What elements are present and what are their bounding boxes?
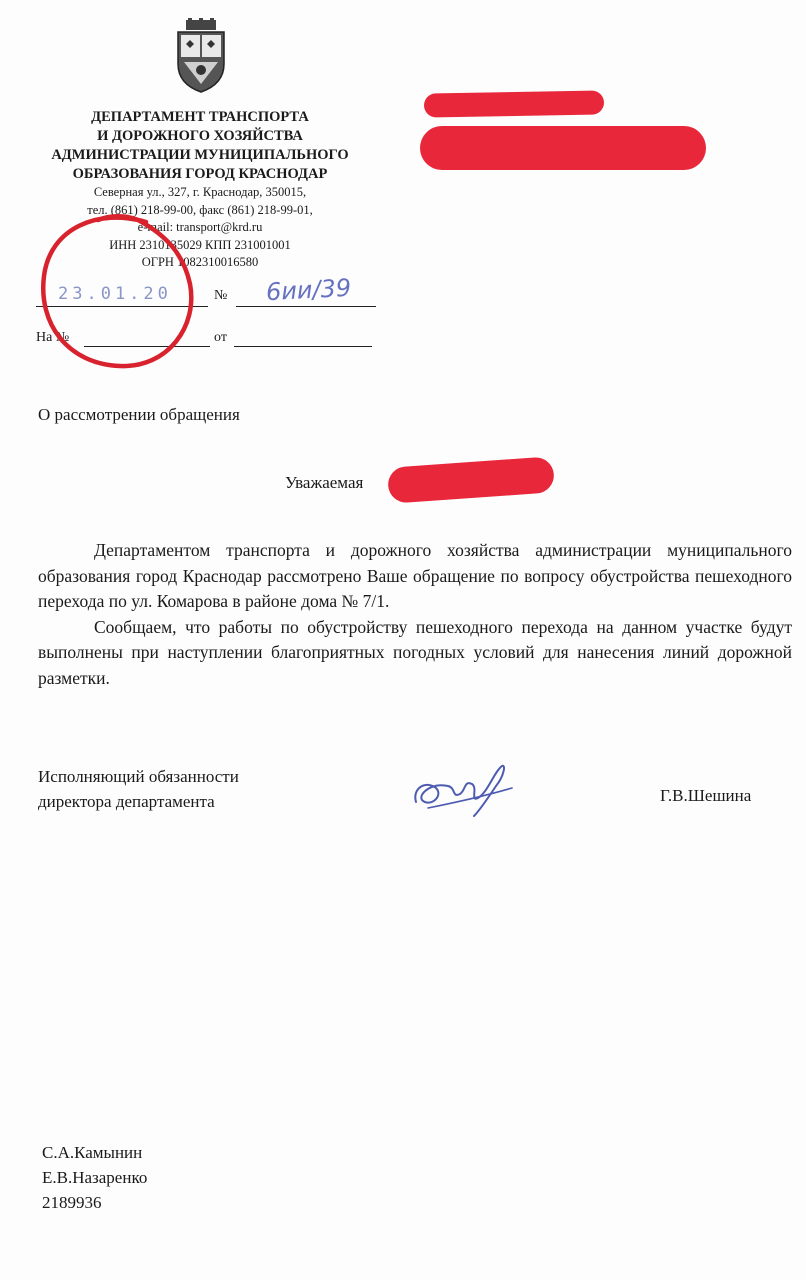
redaction-mark <box>424 90 604 117</box>
email-line: e-mail: transport@krd.ru <box>137 220 263 234</box>
org-line: ОБРАЗОВАНИЯ ГОРОД КРАСНОДАР <box>72 166 328 182</box>
signatory-name: Г.В.Шешина <box>660 786 752 805</box>
org-line: И ДОРОЖНОГО ХОЗЯЙСТВА <box>97 128 303 144</box>
letter-body <box>38 538 792 691</box>
body-paragraph: Сообщаем, что работы по обустройству пешеходного перехода на данном участке будут выполнены при наступлении благоприятных погодных условий для нанесения линий дорожной разметки. <box>38 616 792 688</box>
executor-name: С.А.Камынин <box>42 1143 143 1162</box>
phone-line: тел. (861) 218-99-00, факс (861) 218-99-01, <box>87 202 313 217</box>
signatory-title-line: Исполняющий обязанности <box>38 767 239 786</box>
reference-number-label: На № <box>36 330 70 345</box>
number-label: № <box>214 288 228 303</box>
executors-block <box>42 1140 147 1215</box>
redaction-mark <box>387 456 555 503</box>
reference-date-label: от <box>214 330 227 345</box>
signatory-title <box>38 764 239 814</box>
letter-subject: О рассмотрении обращения <box>38 405 240 424</box>
redaction-mark <box>420 126 706 170</box>
org-line: АДМИНИСТРАЦИИ МУНИЦИПАЛЬНОГО <box>51 147 349 163</box>
executor-name: Е.В.Назаренко <box>42 1168 148 1187</box>
coat-of-arms-icon <box>172 18 230 94</box>
handwritten-reg-number: 6ии/39 <box>265 273 352 307</box>
signatory-title-line: директора департамента <box>38 792 215 811</box>
number-underline <box>236 306 376 307</box>
reference-date-underline <box>234 346 372 347</box>
address-line: Северная ул., 327, г. Краснодар, 350015, <box>93 185 307 199</box>
executor-phone: 2189936 <box>42 1193 102 1212</box>
handwritten-signature <box>408 758 518 820</box>
ogrn-line: ОГРН 1082310016580 <box>141 255 259 269</box>
inn-line: ИНН 2310135029 КПП 231001001 <box>109 237 291 252</box>
registration-date-stamp: 23.01.20 <box>58 284 172 304</box>
department-name <box>20 108 380 184</box>
red-marker-circle <box>28 206 206 374</box>
org-line: ДЕПАРТАМЕНТ ТРАНСПОРТА <box>91 109 309 125</box>
body-paragraph: Департаментом транспорта и дорожного хозяйства администрации муниципального образования город Краснодар рассмотрено Ваше обращение по вопросу обустройства пешеходного перехода по ул. Комарова в районе дома № 7/1. <box>38 540 792 611</box>
salutation: Уважаемая <box>285 473 364 492</box>
